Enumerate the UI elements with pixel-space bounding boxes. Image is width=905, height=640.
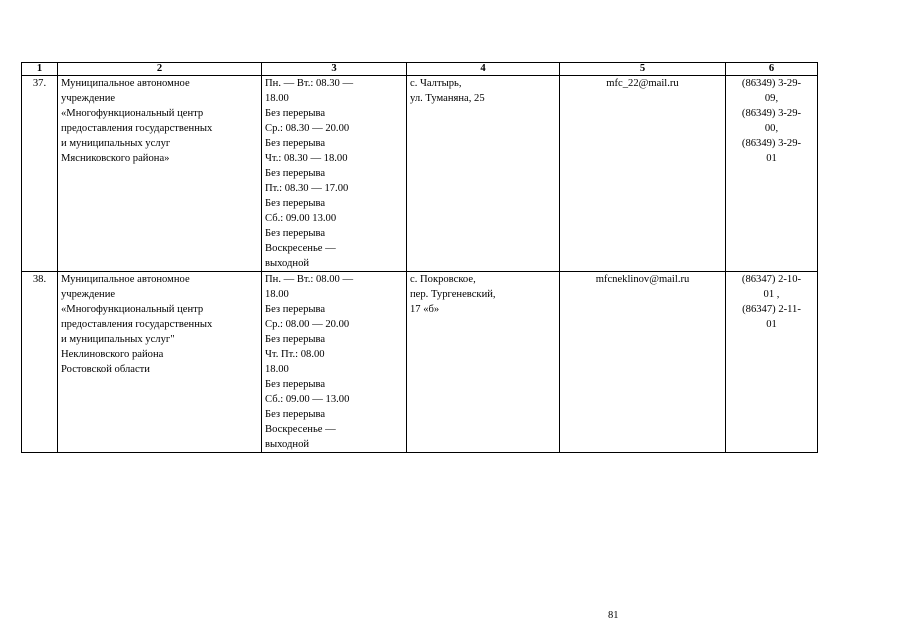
organization-name	[58, 76, 262, 272]
phone-line: 00,	[764, 123, 779, 134]
schedule-line: Без перерыва	[265, 168, 326, 179]
address-line: ул. Туманяна, 25	[410, 93, 485, 104]
schedule-line: 18.00	[265, 289, 289, 300]
phone	[726, 76, 818, 272]
organizations-table	[21, 62, 818, 453]
row-number: 38.	[22, 272, 58, 453]
phone	[726, 272, 818, 453]
address-line: 17 «б»	[410, 304, 440, 315]
schedule-line: Ср.: 08.00 — 20.00	[265, 319, 350, 330]
table-row	[22, 272, 818, 453]
phone-line: (86349) 3-29-	[741, 108, 802, 119]
phone-line: (86349) 3-29-	[741, 78, 802, 89]
schedule-line: Без перерыва	[265, 198, 326, 209]
schedule-line: Ср.: 08.30 — 20.00	[265, 123, 350, 134]
phone-line: 01	[766, 319, 777, 330]
column-header: 5	[560, 63, 726, 76]
phone-line: 01	[766, 153, 777, 164]
schedule-line: Без перерыва	[265, 304, 326, 315]
name-line: Ростовской области	[61, 364, 150, 375]
name-line: Муниципальное автономное	[61, 274, 190, 285]
schedule-line: Воскресенье —	[265, 243, 336, 254]
schedule-line: Чт.: 08.30 — 18.00	[265, 153, 348, 164]
phone-line: (86347) 2-10-	[741, 274, 802, 285]
schedule-line: Пн. — Вт.: 08.00 —	[265, 274, 354, 285]
column-header: 1	[22, 63, 58, 76]
name-line: предоставления государственных	[61, 319, 213, 330]
name-line: Неклиновского района	[61, 349, 164, 360]
column-header: 2	[58, 63, 262, 76]
address	[407, 272, 560, 453]
column-header: 3	[262, 63, 407, 76]
header-row	[22, 63, 818, 76]
schedule-line: Воскресенье —	[265, 424, 336, 435]
schedule-line: Без перерыва	[265, 334, 326, 345]
work-schedule	[262, 76, 407, 272]
schedule-line: Без перерыва	[265, 108, 326, 119]
name-line: «Многофункциональный центр	[61, 108, 204, 119]
email: mfc_22@mail.ru	[560, 76, 726, 272]
address-line: с. Покровское,	[410, 274, 476, 285]
schedule-line: Без перерыва	[265, 228, 326, 239]
address-line: пер. Тургеневский,	[410, 289, 496, 300]
schedule-line: Сб.: 09.00 — 13.00	[265, 394, 350, 405]
name-line: Муниципальное автономное	[61, 78, 190, 89]
email: mfcneklinov@mail.ru	[560, 272, 726, 453]
phone-line: (86347) 2-11-	[742, 304, 801, 315]
phone-line: 09,	[764, 93, 779, 104]
schedule-line: выходной	[265, 258, 310, 269]
schedule-line: Без перерыва	[265, 379, 326, 390]
name-line: Мясниковского района»	[61, 153, 170, 164]
phone-line: (86349) 3-29-	[741, 138, 802, 149]
schedule-line: Чт. Пт.: 08.00	[265, 349, 325, 360]
address-line: с. Чалтырь,	[410, 78, 462, 89]
name-line: «Многофункциональный центр	[61, 304, 204, 315]
name-line: и муниципальных услуг	[61, 138, 171, 149]
column-header: 4	[407, 63, 560, 76]
name-line: и муниципальных услуг"	[61, 334, 175, 345]
name-line: учреждение	[61, 93, 116, 104]
schedule-line: Пн. — Вт.: 08.30 —	[265, 78, 354, 89]
schedule-line: Сб.: 09.00 13.00	[265, 213, 337, 224]
work-schedule	[262, 272, 407, 453]
column-header: 6	[726, 63, 818, 76]
schedule-line: 18.00	[265, 93, 289, 104]
schedule-line: Без перерыва	[265, 138, 326, 149]
schedule-line: Без перерыва	[265, 409, 326, 420]
organization-name	[58, 272, 262, 453]
page-number: 81	[608, 610, 619, 621]
schedule-line: выходной	[265, 439, 310, 450]
schedule-line: 18.00	[265, 364, 289, 375]
phone-line: 01 ,	[763, 289, 780, 300]
address	[407, 76, 560, 272]
name-line: учреждение	[61, 289, 116, 300]
table-row	[22, 76, 818, 272]
schedule-line: Пт.: 08.30 — 17.00	[265, 183, 349, 194]
row-number: 37.	[22, 76, 58, 272]
name-line: предоставления государственных	[61, 123, 213, 134]
